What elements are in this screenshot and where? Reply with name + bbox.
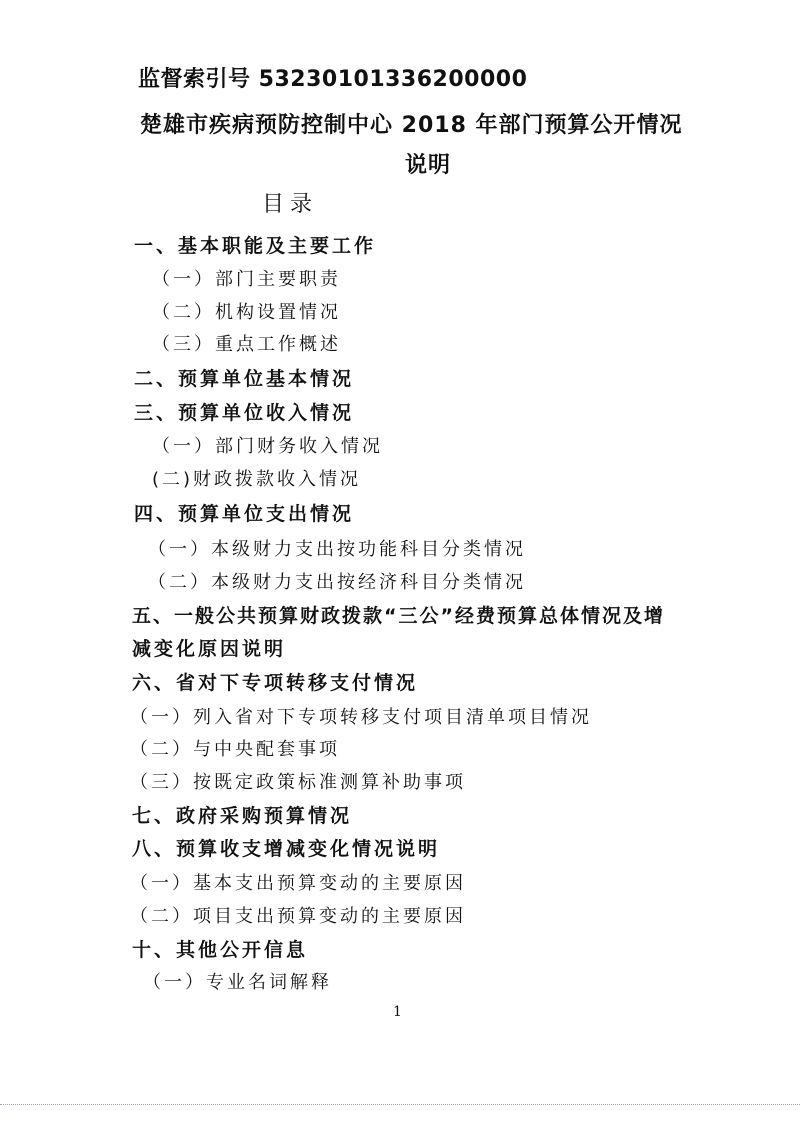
- page-number: 1: [393, 1004, 402, 1020]
- toc-item: （一）本级财力支出按功能科目分类情况: [148, 539, 526, 560]
- supervision-index-number: 监督索引号 53230101336200000: [138, 67, 528, 92]
- toc-item: （一）列入省对下专项转移支付项目清单项目情况: [130, 707, 592, 728]
- toc-item: (二)财政拨款收入情况: [152, 469, 362, 490]
- toc-item: （三）按既定政策标准测算补助事项: [130, 772, 466, 793]
- toc-item: （二）机构设置情况: [152, 302, 341, 323]
- toc-item: （二）与中央配套事项: [130, 739, 340, 760]
- toc-item: 七、政府采购预算情况: [132, 805, 353, 827]
- toc-item: 三、预算单位收入情况: [134, 402, 355, 424]
- toc-item: 十、其他公开信息: [132, 939, 309, 961]
- toc-item: 五、一般公共预算财政拨款“三公”经费预算总体情况及增: [132, 605, 665, 627]
- toc-item: 一、基本职能及主要工作: [134, 235, 377, 257]
- toc-item: （一）部门主要职责: [152, 269, 341, 290]
- toc-item: （一）部门财务收入情况: [152, 436, 383, 457]
- toc-item: （二）项目支出预算变动的主要原因: [130, 906, 466, 927]
- toc-item: 六、省对下专项转移支付情况: [132, 672, 419, 694]
- document-title-line-2: 说明: [405, 153, 452, 178]
- scan-edge-line: [0, 1104, 800, 1105]
- toc-item: 二、预算单位基本情况: [134, 368, 355, 390]
- toc-item: 八、预算收支增减变化情况说明: [132, 838, 441, 860]
- toc-heading: 目录: [262, 192, 319, 217]
- toc-item: （一）专业名词解释: [143, 972, 332, 993]
- toc-item: 减变化原因说明: [132, 638, 287, 660]
- document-title-line-1: 楚雄市疾病预防控制中心 2018 年部门预算公开情况: [140, 113, 683, 138]
- toc-item: 四、预算单位支出情况: [134, 503, 355, 525]
- toc-item: （一）基本支出预算变动的主要原因: [130, 873, 466, 894]
- toc-item: （三）重点工作概述: [152, 334, 341, 355]
- toc-item: （二）本级财力支出按经济科目分类情况: [148, 572, 526, 593]
